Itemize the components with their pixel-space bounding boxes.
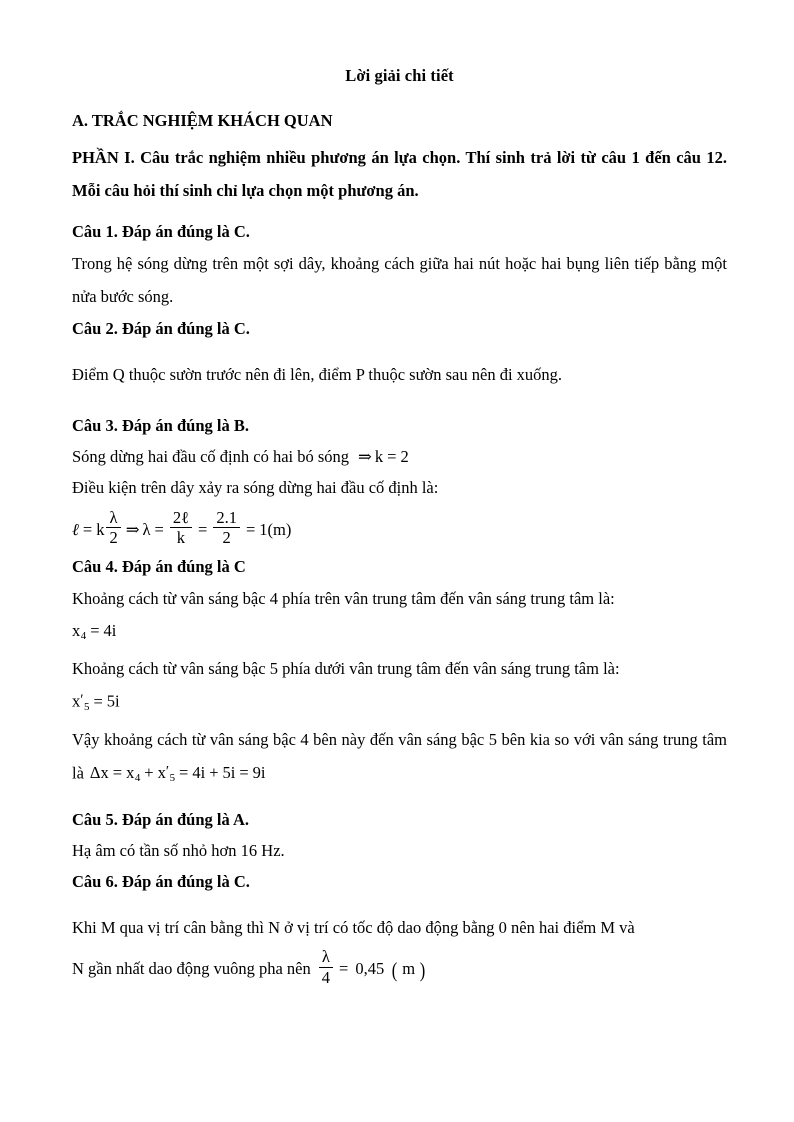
- question-4-heading: Câu 4. Đáp án đúng là C: [72, 557, 246, 577]
- equals-symbol: =: [82, 519, 93, 539]
- two-ell-over-k-fraction: [170, 509, 192, 548]
- question-1-body: Trong hệ sóng dừng trên một sợi dây, khoảng cách giữa hai nút hoặc hai bụng liên tiếp bằng một nửa bước sóng.: [72, 253, 727, 306]
- lambda-over-four-fraction: [319, 948, 333, 987]
- k-variable: k: [374, 446, 384, 466]
- equals-symbol: =: [245, 519, 256, 539]
- question-4-line-2: Khoảng cách từ vân sáng bậc 5 phía dưới vân trung tâm đến vân sáng trung tâm là:: [72, 659, 620, 679]
- equals-symbol: =: [93, 691, 103, 711]
- equals-symbol: =: [112, 762, 123, 782]
- question-4-math-1: [72, 615, 727, 652]
- question-6-math: [317, 947, 427, 987]
- delta-x-result: 9i: [252, 762, 266, 782]
- question-6-line-2-text: N gần nhất dao động vuông pha nên: [72, 959, 311, 979]
- spacer: [72, 390, 727, 410]
- spacer: [72, 344, 727, 359]
- equals-symbol: =: [154, 519, 164, 539]
- fraction-numerator: λ: [106, 509, 120, 529]
- equals-symbol: =: [198, 519, 208, 539]
- equals-symbol: =: [239, 762, 249, 782]
- lambda-over-two-fraction: [106, 509, 120, 548]
- question-4-math-3: [89, 762, 266, 785]
- fraction-denominator: 2: [222, 528, 231, 548]
- ell-symbol: ℓ: [72, 519, 79, 539]
- k-variable: k: [96, 519, 105, 539]
- question-1-heading: Câu 1. Đáp án đúng là C.: [72, 221, 250, 241]
- question-3-line-1-text: Sóng dừng hai đầu cố định có hai bó sóng: [72, 446, 350, 466]
- question-5-heading: Câu 5. Đáp án đúng là A.: [72, 810, 249, 830]
- term-4i: 4i: [192, 762, 206, 782]
- implies-symbol: ⇒: [358, 446, 372, 466]
- subscript-4: 4: [80, 630, 87, 643]
- prime-symbol: ′: [165, 763, 170, 780]
- equals-symbol: =: [179, 762, 189, 782]
- fraction-denominator: k: [176, 528, 186, 548]
- x-variable: x: [157, 762, 166, 782]
- fraction-denominator: 4: [321, 967, 330, 987]
- spacer: [72, 795, 727, 804]
- paren-close: ): [419, 957, 426, 982]
- fraction-numerator: 2ℓ: [170, 509, 192, 529]
- x-variable: x: [72, 691, 81, 711]
- question-6-line-2: [72, 948, 727, 987]
- implies-symbol: ⇒: [125, 519, 140, 539]
- equals-symbol: =: [339, 959, 349, 979]
- part-i-heading: PHẦN I. Câu trắc nghiệm nhiều phương án lựa chọn. Thí sinh trả lời từ câu 1 đến câu 12. Mỗi câu hỏi thí sinh chỉ lựa chọn một phương án.: [72, 147, 727, 200]
- formula-result: 1(m): [259, 519, 292, 539]
- question-5-body: Hạ âm có tần số nhỏ hơn 16 Hz.: [72, 841, 285, 861]
- question-4-math-2: [72, 685, 727, 722]
- lambda-symbol: λ: [142, 519, 151, 539]
- question-3-line-2: Điều kiện trên dây xảy ra sóng dừng hai đầu cố định là:: [72, 477, 439, 497]
- equals-symbol: =: [90, 621, 100, 641]
- question-4-line-3-text: Vậy khoảng cách từ vân sáng bậc 4 bên này đến vân sáng bậc 5 bên kia so với vân sáng trung tâm là: [72, 729, 727, 782]
- section-a-heading: A. TRẮC NGHIỆM KHÁCH QUAN: [72, 110, 333, 130]
- plus-symbol: +: [209, 762, 219, 782]
- unit-meter: m: [402, 959, 416, 979]
- paren-open: (: [391, 957, 398, 982]
- delta-x-symbol: Δx: [89, 762, 109, 782]
- term-5i: 5i: [222, 762, 236, 782]
- page-title: Lời giải chi tiết: [345, 66, 454, 85]
- question-4-line-3: [72, 723, 727, 795]
- equals-symbol: =: [387, 446, 397, 466]
- lambda-quarter-value: 0,45: [355, 959, 385, 979]
- question-2-body: Điểm Q thuộc sườn trước nên đi lên, điểm P thuộc sườn sau nên đi xuống.: [72, 364, 563, 384]
- spacer: [72, 207, 727, 216]
- two-point-one-over-two-fraction: [213, 509, 240, 548]
- k-value: 2: [400, 446, 409, 466]
- x4-value: 4i: [103, 621, 117, 641]
- fraction-numerator: λ: [319, 948, 333, 968]
- question-3-heading: Câu 3. Đáp án đúng là B.: [72, 415, 249, 435]
- fraction-denominator: 2: [109, 528, 118, 548]
- prime-symbol: ′: [80, 692, 84, 709]
- x-variable: x: [72, 621, 81, 641]
- x-variable: x: [126, 762, 135, 782]
- subscript-4: 4: [134, 772, 141, 785]
- question-4-line-1: Khoảng cách từ vân sáng bậc 4 phía trên vân trung tâm đến vân sáng trung tâm là:: [72, 589, 615, 609]
- subscript-5: 5: [169, 772, 176, 785]
- question-3-line-1: [72, 441, 727, 472]
- subscript-5: 5: [84, 700, 90, 713]
- question-6-line-1: Khi M qua vị trí cân bằng thì N ở vị trí có tốc độ dao động bằng 0 nên hai điểm M và: [72, 918, 635, 938]
- fraction-numerator: 2.1: [213, 509, 240, 529]
- plus-symbol: +: [144, 762, 154, 782]
- question-3-formula: [72, 503, 727, 552]
- x5-prime-value: 5i: [106, 691, 120, 711]
- question-2-heading: Câu 2. Đáp án đúng là C.: [72, 318, 250, 338]
- spacer: [72, 897, 727, 912]
- question-6-heading: Câu 6. Đáp án đúng là C.: [72, 872, 250, 892]
- question-3-k-expression: [355, 447, 409, 466]
